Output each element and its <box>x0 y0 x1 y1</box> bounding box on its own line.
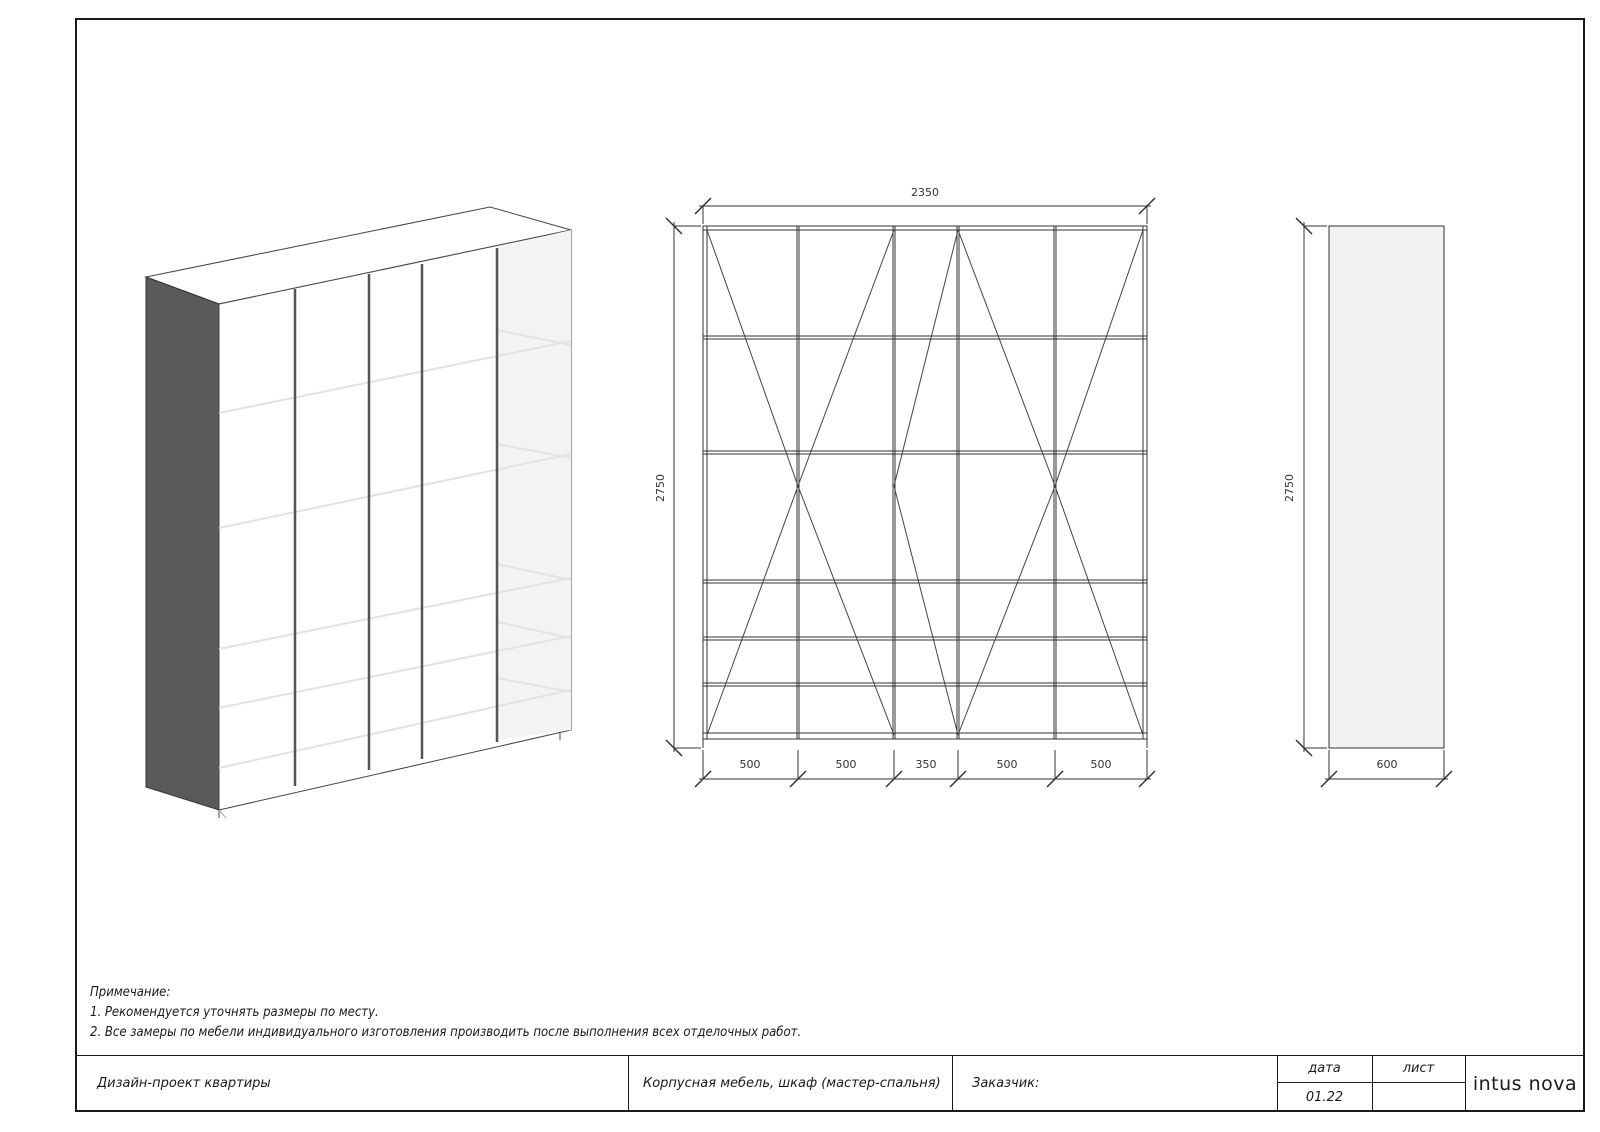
dim-side-height-label: 2750 <box>1283 474 1296 502</box>
dim-section-2: 500 <box>835 758 857 771</box>
dim-side-height <box>1296 218 1327 756</box>
front-shelves <box>703 230 1147 733</box>
iso-open-section <box>497 230 571 740</box>
dim-section-3: 350 <box>915 758 937 771</box>
dim-front-width-label: 2350 <box>911 186 939 199</box>
dim-section-5: 500 <box>1090 758 1112 771</box>
notes-item: 2. Все замеры по мебели индивидуального изготовления производить после выполнения всех отделочных работ. <box>90 1025 802 1040</box>
front-verticals <box>797 226 1056 739</box>
brand-logo: intus nova <box>1472 1072 1578 1095</box>
dim-section-4: 500 <box>996 758 1018 771</box>
side-view-panel <box>1329 226 1444 748</box>
title-block <box>75 1055 1585 1112</box>
client-label: Заказчик: <box>972 1076 1040 1091</box>
dim-side-depth-label: 600 <box>1376 758 1398 771</box>
project-name: Дизайн-проект квартиры <box>97 1076 271 1091</box>
date-value: 01.22 <box>1305 1090 1344 1105</box>
sheet-title: Корпусная мебель, шкаф (мастер-спальня) <box>643 1076 941 1091</box>
front-outline <box>703 226 1147 739</box>
front-elevation <box>703 226 1147 748</box>
dim-front-width <box>695 198 1155 224</box>
notes-item: 1. Рекомендуется уточнять размеры по месту. <box>90 1005 379 1020</box>
dim-front-height-label: 2750 <box>654 474 667 502</box>
dim-section-1: 500 <box>739 758 761 771</box>
isometric-view <box>146 207 571 818</box>
date-label: дата <box>1308 1061 1341 1076</box>
door-swing-diagonals <box>707 230 1143 735</box>
dim-front-height <box>666 218 701 756</box>
notes-heading: Примечание: <box>90 985 171 1000</box>
sheet-number <box>1372 1083 1465 1112</box>
notes <box>90 983 801 1043</box>
sheet-label: лист <box>1402 1061 1435 1076</box>
iso-side-panel <box>146 277 219 810</box>
